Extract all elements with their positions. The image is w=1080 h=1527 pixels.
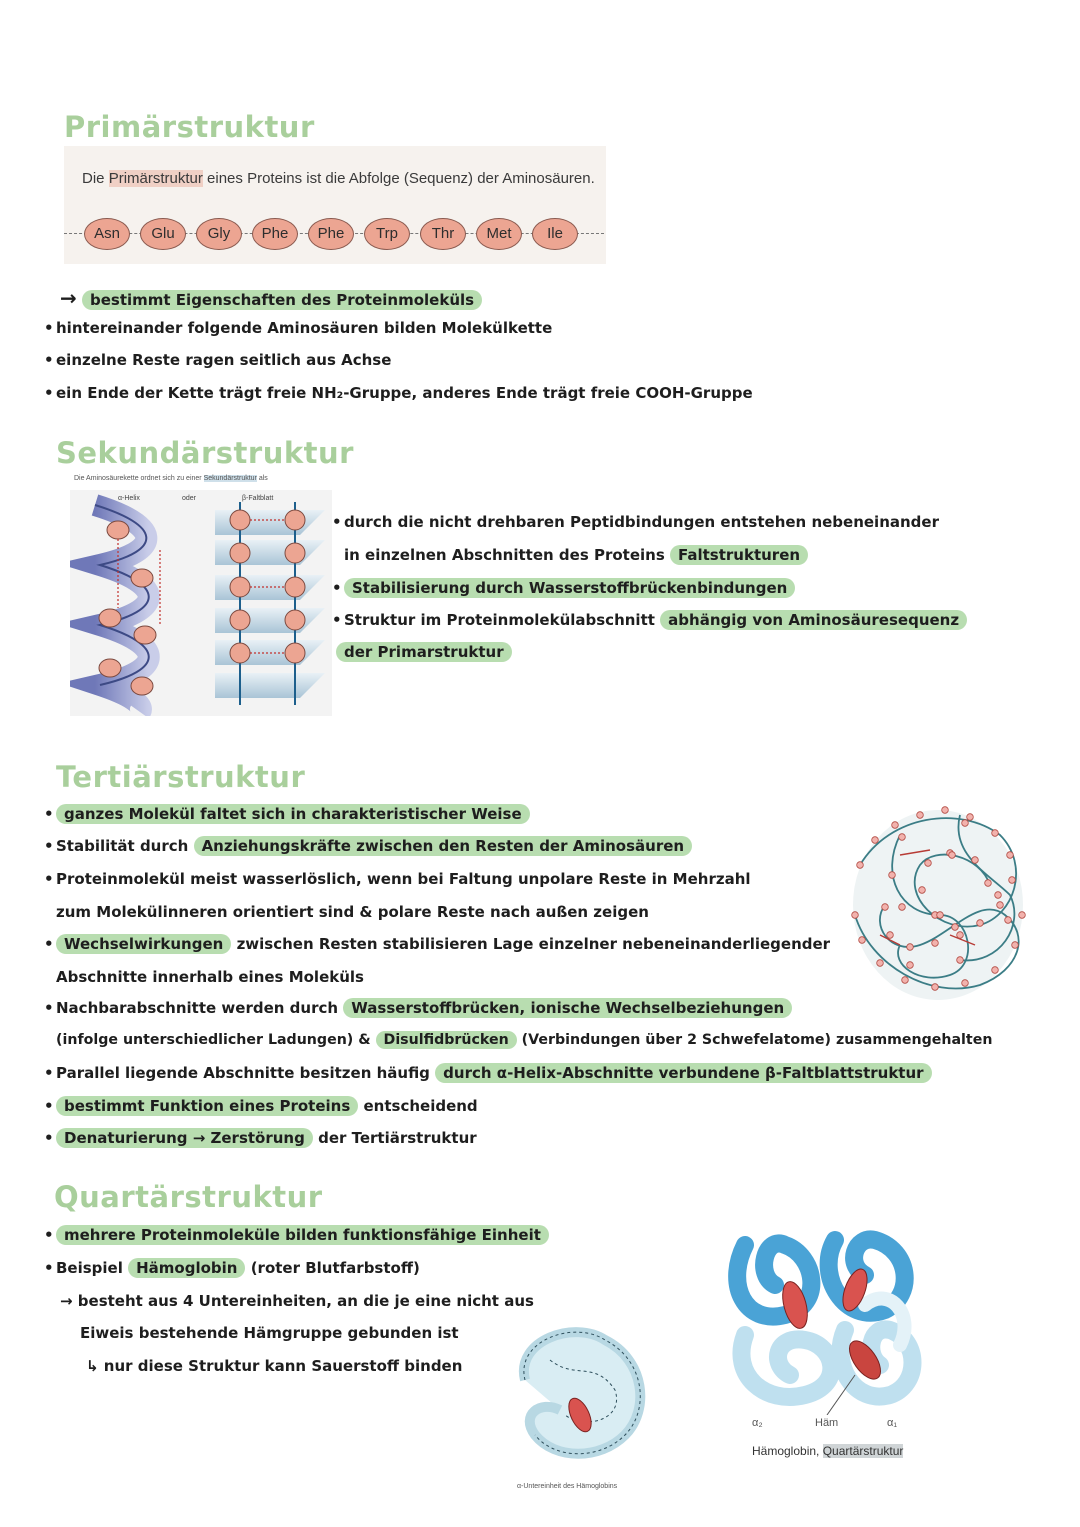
tertiary-line-8-post: (Verbindungen über 2 Schwefelatome) zusammengehalten <box>521 1032 993 1048</box>
bullet-icon: • <box>44 935 54 953</box>
quaternary-line-2-post: (roter Blutfarbstoff) <box>250 1259 420 1277</box>
bullet-icon: • <box>332 611 342 629</box>
label-sheet: β-Faltblatt <box>242 495 274 502</box>
secondary-title: Sekundärstruktur <box>56 436 354 470</box>
secondary-line-4 <box>332 611 967 629</box>
tertiary-line-2 <box>44 837 692 855</box>
amino-acid-bead: Phe <box>252 218 298 250</box>
label-helix: α-Helix <box>118 495 140 502</box>
amino-acid-bead: Thr <box>420 218 466 250</box>
quaternary-line-3-text: → besteht aus 4 Untereinheiten, an die je eine nicht aus <box>60 1292 534 1310</box>
tertiary-line-5-post: zwischen Resten stabilisieren Lage einzelner nebeneinanderliegender <box>236 935 831 953</box>
residue-dot <box>967 814 974 821</box>
bullet-icon: • <box>44 319 54 337</box>
quaternary-line-1-text: mehrere Proteinmoleküle bilden funktionsfähige Einheit <box>56 1225 549 1245</box>
residue-dot <box>962 820 969 827</box>
quaternary-line-2-pre: Beispiel <box>56 1259 123 1277</box>
residue-dot <box>952 924 959 931</box>
tertiary-line-2-hl: Anziehungskräfte zwischen den Resten der Aminosäuren <box>194 836 693 856</box>
tertiary-line-10-post: entscheidend <box>363 1097 478 1115</box>
residue-dot <box>859 937 866 944</box>
residue-dot <box>925 860 932 867</box>
residue-dot <box>1005 917 1012 924</box>
primary-title: Primärstruktur <box>64 110 315 144</box>
bullet-icon: • <box>44 1259 54 1277</box>
tertiary-line-9-hl: durch α-Helix-Abschnitte verbundene β-Faltblattstruktur <box>435 1063 931 1083</box>
amino-acid-bead: Asn <box>84 218 130 250</box>
bullet-icon: • <box>44 805 54 823</box>
tertiary-line-4-text: zum Molekülinneren orientiert sind & polare Reste nach außen zeigen <box>56 903 649 921</box>
tertiary-line-7-pre: Nachbarabschnitte werden durch <box>56 999 339 1017</box>
residue-dot <box>882 904 889 911</box>
bullet-icon: • <box>44 1226 54 1244</box>
quaternary-title: Quartärstruktur <box>54 1180 323 1214</box>
secondary-line-4-hl: abhängig von Aminosäuresequenz <box>660 610 967 630</box>
secondary-line-2-hl: Faltstrukturen <box>670 545 808 565</box>
residue-dot <box>932 940 939 947</box>
hemoglobin-quaternary-figure <box>715 1215 935 1415</box>
tertiary-line-4 <box>56 903 649 921</box>
label-alpha2: α₂ <box>752 1417 763 1429</box>
secondary-line-1-text: durch die nicht drehbaren Peptidbindungen entstehen nebeneinander <box>344 513 939 531</box>
tertiary-line-5 <box>44 935 830 953</box>
amino-acid-bead: Met <box>476 218 522 250</box>
residue-dot <box>902 977 909 984</box>
residue-dot <box>957 932 964 939</box>
quaternary-line-4-text: Eiweis bestehende Hämgruppe gebunden ist <box>80 1324 459 1342</box>
arrow-icon: → <box>60 286 77 310</box>
residue-dot <box>857 862 864 869</box>
tertiary-protein-figure <box>840 795 1035 1010</box>
secondary-line-5 <box>336 643 512 661</box>
residue-dot <box>1007 852 1014 859</box>
amino-acid-bead: Ile <box>532 218 578 250</box>
quaternary-line-5 <box>86 1357 462 1375</box>
residue-dot <box>899 904 906 911</box>
residue-dot <box>997 902 1004 909</box>
residue-dot <box>942 807 949 814</box>
amino-acid-bead: Glu <box>140 218 186 250</box>
residue-dot <box>852 912 859 919</box>
amino-acid-bead: Gly <box>196 218 242 250</box>
hemoglobin-caption-mark: Quartärstruktur <box>822 1444 904 1458</box>
label-or: oder <box>182 495 197 502</box>
secondary-line-1 <box>332 513 939 531</box>
primary-line-4 <box>44 384 753 402</box>
residue-dot <box>995 892 1002 899</box>
residue-dot <box>907 962 914 969</box>
figure-text-pre: Die <box>82 170 109 187</box>
amino-acid-bead: Trp <box>364 218 410 250</box>
secondary-structure-figure <box>70 490 332 716</box>
quaternary-line-4 <box>80 1324 459 1342</box>
tertiary-line-7-hl: Wasserstoffbrücken, ionische Wechselbeziehungen <box>343 998 792 1018</box>
primary-line-4-text: ein Ende der Kette trägt freie NH₂-Gruppe, anderes Ende trägt freie COOH-Gruppe <box>56 384 753 402</box>
tertiary-title: Tertiärstruktur <box>56 760 306 794</box>
tertiary-line-10-hl: bestimmt Funktion eines Proteins <box>56 1096 358 1116</box>
residue-dot <box>907 944 914 951</box>
figure-text-mark: Primärstruktur <box>108 170 203 187</box>
caption-mark: Sekundärstruktur <box>203 475 257 482</box>
residue-dot <box>992 830 999 837</box>
residue-dot <box>957 957 964 964</box>
quaternary-line-5-text: ↳ nur diese Struktur kann Sauerstoff binden <box>86 1357 463 1375</box>
quaternary-line-2 <box>44 1259 420 1277</box>
residue-dot <box>919 887 926 894</box>
tertiary-line-1 <box>44 805 530 823</box>
bullet-icon: • <box>44 351 54 369</box>
residue-dot <box>872 837 879 844</box>
bullet-icon: • <box>44 837 54 855</box>
amino-acid-bead: Phe <box>308 218 354 250</box>
secondary-line-2-pre: in einzelnen Abschnitten des Proteins <box>344 546 665 564</box>
tertiary-line-8-hl: Disulfidbrücken <box>376 1031 517 1049</box>
residue-dot <box>899 834 906 841</box>
label-alpha1: α₁ <box>887 1417 898 1429</box>
caption-post: als <box>256 475 268 482</box>
bullet-icon: • <box>44 384 54 402</box>
primary-line-3-text: einzelne Reste ragen seitlich aus Achse <box>56 351 392 369</box>
secondary-line-2 <box>344 546 808 564</box>
residue-dot <box>992 967 999 974</box>
quaternary-line-1 <box>44 1226 549 1244</box>
bullet-icon: • <box>44 870 54 888</box>
tertiary-line-11-post: der Tertiärstruktur <box>318 1129 477 1147</box>
tertiary-line-2-pre: Stabilität durch <box>56 837 189 855</box>
tertiary-line-8 <box>56 1032 992 1048</box>
hemoglobin-subunit-figure <box>505 1320 655 1480</box>
secondary-line-3 <box>332 579 795 597</box>
primary-figure-text <box>82 170 595 187</box>
primary-line-3 <box>44 351 391 369</box>
residue-dot <box>1019 912 1026 919</box>
residue-dot <box>949 852 956 859</box>
tertiary-line-9-pre: Parallel liegende Abschnitte besitzen häufig <box>56 1064 430 1082</box>
tertiary-line-11 <box>44 1129 477 1147</box>
caption-pre: Die Aminosäurekette ordnet sich zu einer <box>74 475 204 482</box>
bullet-icon: • <box>44 999 54 1017</box>
secondary-figure-caption <box>74 475 268 482</box>
residue-dot <box>877 960 884 967</box>
primary-line-2 <box>44 319 552 337</box>
tertiary-line-6-text: Abschnitte innerhalb eines Moleküls <box>56 968 364 986</box>
subunit-caption: α-Untereinheit des Hämoglobins <box>517 1483 618 1490</box>
tertiary-line-3-text: Proteinmolekül meist wasserlöslich, wenn bei Faltung unpolare Reste in Mehrzahl <box>56 870 751 888</box>
residue-dot <box>932 984 939 991</box>
bullet-icon: • <box>44 1129 54 1147</box>
label-haem: Häm <box>815 1417 839 1429</box>
bullet-icon: • <box>332 513 342 531</box>
quaternary-line-2-hl: Hämoglobin <box>128 1258 245 1278</box>
residue-dot <box>1009 877 1016 884</box>
residue-dot <box>1012 942 1019 949</box>
figure-text-post: eines Proteins ist die Abfolge (Sequenz) der Aminosäuren. <box>202 170 595 187</box>
residue-dot <box>887 932 894 939</box>
hemoglobin-caption <box>752 1444 903 1458</box>
secondary-line-4-pre: Struktur im Proteinmolekülabschnitt <box>344 611 655 629</box>
residue-dot <box>917 812 924 819</box>
tertiary-line-10 <box>44 1097 478 1115</box>
residue-dot <box>962 980 969 987</box>
residue-dot <box>892 822 899 829</box>
tertiary-line-3 <box>44 870 751 888</box>
tertiary-line-11-hl: Denaturierung → Zerstörung <box>56 1128 313 1148</box>
tertiary-line-1-text: ganzes Molekül faltet sich in charakteristischer Weise <box>56 804 530 824</box>
primary-line-2-text: hintereinander folgende Aminosäuren bilden Molekülkette <box>56 319 553 337</box>
residue-dot <box>985 880 992 887</box>
secondary-line-3-text: Stabilisierung durch Wasserstoffbrückenbindungen <box>344 578 795 598</box>
residue-dot <box>937 912 944 919</box>
bullet-icon: • <box>44 1064 54 1082</box>
residue-dot <box>889 872 896 879</box>
hemoglobin-caption-pre: Hämoglobin, <box>752 1444 823 1458</box>
tertiary-line-5-hl: Wechselwirkungen <box>56 934 231 954</box>
primary-line-1 <box>60 286 482 310</box>
tertiary-line-6 <box>56 968 364 986</box>
tertiary-line-7 <box>44 999 792 1017</box>
tertiary-line-8-pre: (infolge unterschiedlicher Ladungen) & <box>56 1032 371 1048</box>
residue-dot <box>977 920 984 927</box>
bullet-icon: • <box>44 1097 54 1115</box>
tertiary-line-9 <box>44 1064 932 1082</box>
residue-dot <box>972 857 979 864</box>
bullet-icon: • <box>332 579 342 597</box>
secondary-line-5-text: der Primarstruktur <box>336 642 512 662</box>
primary-line-1-text: bestimmt Eigenschaften des Proteinmoleküls <box>82 290 482 310</box>
quaternary-line-3 <box>60 1292 534 1310</box>
